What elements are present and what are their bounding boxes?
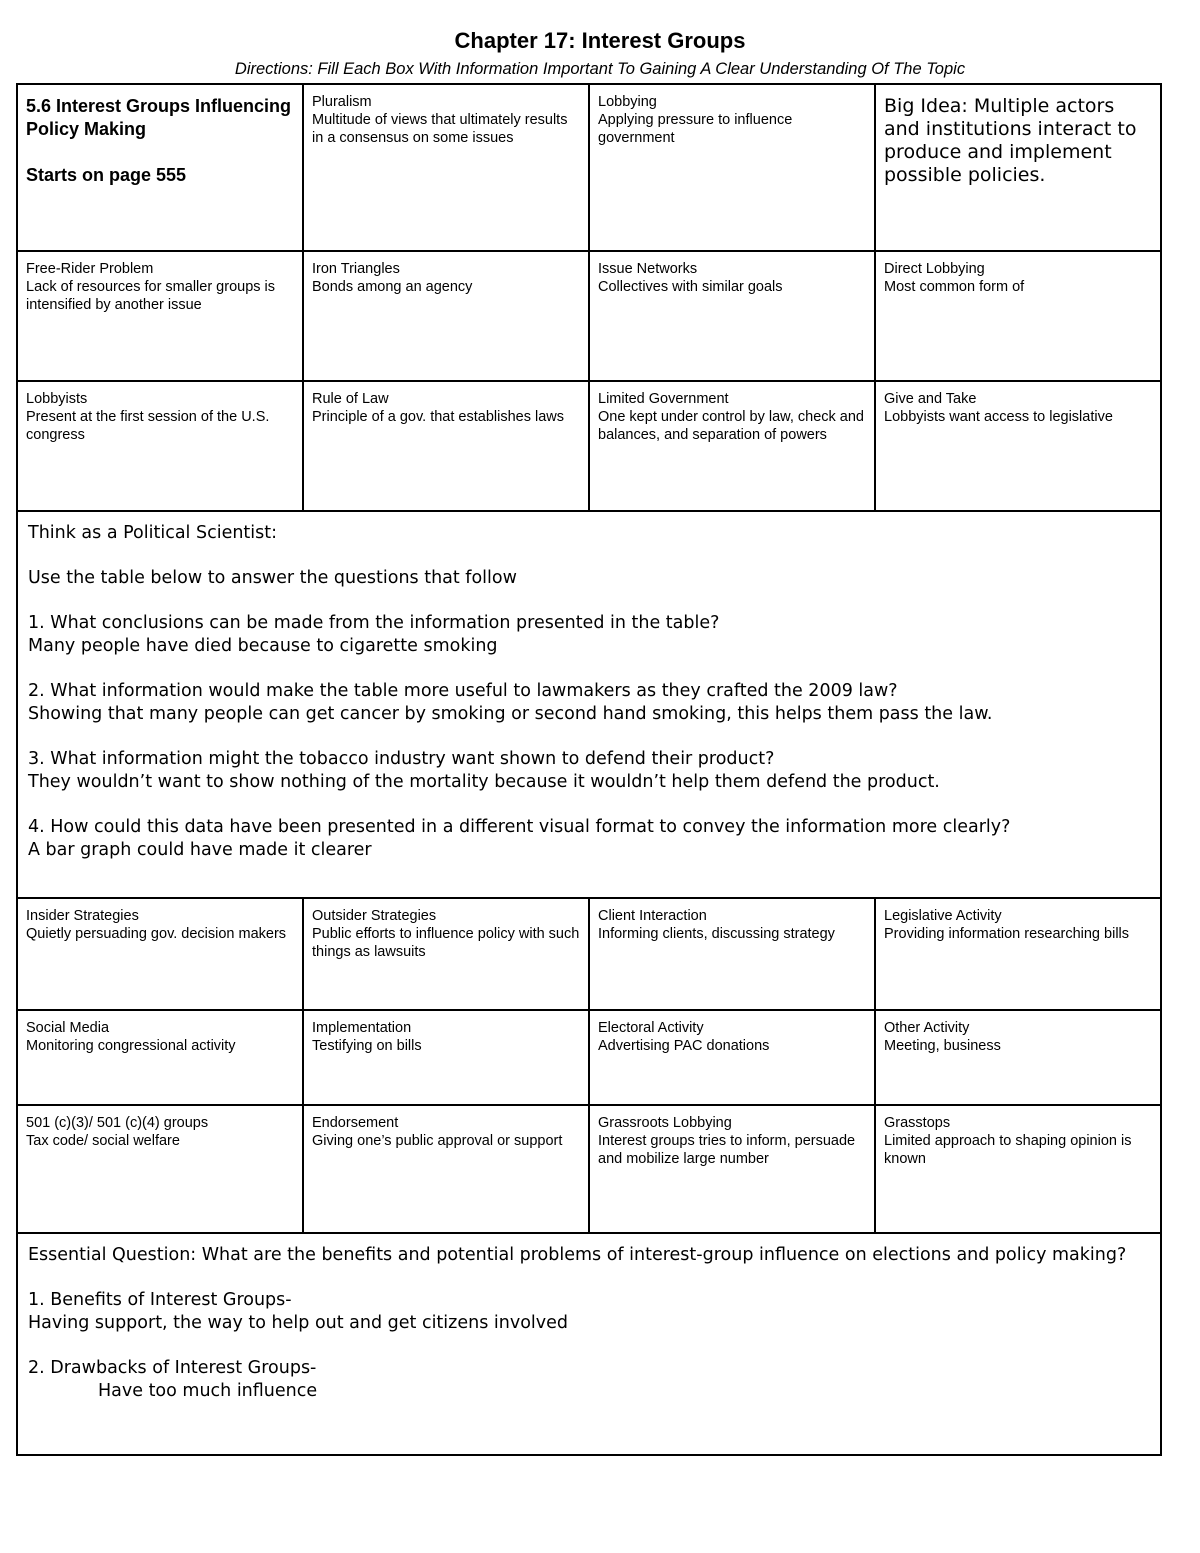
term-cell[interactable] [304, 899, 590, 1009]
term-cell[interactable] [876, 1011, 1160, 1104]
think-instruction: Use the table below to answer the questions that follow [28, 568, 517, 588]
term-label: Grassroots Lobbying [598, 1115, 732, 1131]
term-definition: Present at the first session of the U.S. congress [26, 409, 270, 443]
term-definition: Limited approach to shaping opinion is known [884, 1133, 1132, 1167]
term-label: 501 (c)(3)/ 501 (c)(4) groups [26, 1115, 209, 1131]
think-section [18, 512, 1160, 899]
term-definition: Monitoring congressional activity [26, 1038, 236, 1054]
term-definition: Applying pressure to influence government [598, 112, 793, 146]
essential-question-section [18, 1234, 1160, 1453]
term-cell[interactable] [876, 252, 1160, 380]
term-label: Insider Strategies [26, 908, 139, 924]
term-label: Limited Government [598, 391, 729, 407]
term-definition: Providing information researching bills [884, 926, 1130, 942]
essential-question-text: Essential Question: What are the benefits and potential problems of interest-group influence on elections and policy making? [28, 1245, 1127, 1265]
term-cell[interactable] [18, 382, 304, 510]
worksheet-table [16, 83, 1162, 1456]
answer-text[interactable]: Showing that many people can get cancer by smoking or second hand smoking, this helps them pass the law. [28, 704, 993, 724]
term-label: Iron Triangles [312, 261, 400, 277]
term-cell[interactable] [590, 382, 876, 510]
term-label: Outsider Strategies [312, 908, 437, 924]
term-cell[interactable] [590, 252, 876, 380]
term-label: Legislative Activity [884, 908, 1002, 924]
page-title: Chapter 17: Interest Groups [454, 28, 746, 53]
table-row [18, 382, 1160, 512]
term-definition: Testifying on bills [312, 1038, 422, 1054]
question-text: 4. How could this data have been presented in a different visual format to convey the information more clearly? [28, 817, 1011, 837]
think-heading: Think as a Political Scientist: [28, 523, 278, 543]
term-definition: Public efforts to influence policy with such things as lawsuits [312, 926, 580, 960]
term-cell[interactable] [304, 382, 590, 510]
term-definition: Meeting, business [884, 1038, 1001, 1054]
term-label: Rule of Law [312, 391, 389, 407]
term-label: Other Activity [884, 1020, 970, 1036]
section-heading: 5.6 Interest Groups Influencing Policy Making [26, 96, 292, 139]
big-idea-cell: Big Idea: Multiple actors and institutions interact to produce and implement possible policies. [884, 95, 1137, 186]
term-definition: Quietly persuading gov. decision makers [26, 926, 287, 942]
term-label: Social Media [26, 1020, 110, 1036]
term-definition: Interest groups tries to inform, persuade and mobilize large number [598, 1133, 856, 1167]
term-definition: Giving one’s public approval or support [312, 1133, 563, 1149]
answer-text[interactable]: A bar graph could have made it clearer [28, 840, 372, 860]
answer-text[interactable]: Many people have died because to cigarette smoking [28, 636, 498, 656]
term-cell[interactable] [590, 1011, 876, 1104]
term-label: Lobbyists [26, 391, 88, 407]
answer-text[interactable]: They wouldn’t want to show nothing of the mortality because it wouldn’t help them defend the product. [28, 772, 940, 792]
term-definition: Lobbyists want access to legislative [884, 409, 1113, 425]
term-definition: Most common form of [884, 279, 1025, 295]
term-label: Endorsement [312, 1115, 399, 1131]
term-cell[interactable] [18, 252, 304, 380]
question-text: 1. What conclusions can be made from the information presented in the table? [28, 613, 720, 633]
term-label: Direct Lobbying [884, 261, 985, 277]
drawbacks-label: 2. Drawbacks of Interest Groups- [28, 1358, 317, 1378]
term-cell[interactable] [304, 1011, 590, 1104]
term-label: Give and Take [884, 391, 977, 407]
term-label: Lobbying [598, 94, 657, 110]
term-cell[interactable] [590, 899, 876, 1009]
term-label: Issue Networks [598, 261, 698, 277]
term-definition: Principle of a gov. that establishes laws [312, 409, 565, 425]
term-cell[interactable] [304, 85, 590, 250]
section-intro-cell [18, 85, 304, 250]
term-definition: Advertising PAC donations [598, 1038, 770, 1054]
benefits-label: 1. Benefits of Interest Groups- [28, 1290, 292, 1310]
question-text: 2. What information would make the table more useful to lawmakers as they crafted the 2009 law? [28, 681, 898, 701]
table-row [18, 1106, 1160, 1234]
term-label: Free-Rider Problem [26, 261, 154, 277]
term-cell[interactable] [18, 1106, 304, 1232]
term-cell[interactable] [876, 382, 1160, 510]
term-label: Client Interaction [598, 908, 707, 924]
term-label: Implementation [312, 1020, 412, 1036]
table-row [18, 1011, 1160, 1106]
term-cell[interactable] [876, 899, 1160, 1009]
page-reference: Starts on page 555 [26, 165, 187, 185]
benefits-answer[interactable]: Having support, the way to help out and get citizens involved [28, 1313, 568, 1333]
term-definition: Tax code/ social welfare [26, 1133, 180, 1149]
term-label: Pluralism [312, 94, 372, 110]
term-cell[interactable] [304, 252, 590, 380]
drawbacks-answer[interactable]: Have too much influence [98, 1381, 318, 1401]
term-label: Grasstops [884, 1115, 951, 1131]
term-definition: Multitude of views that ultimately results in a consensus on some issues [312, 112, 568, 146]
term-cell[interactable] [18, 1011, 304, 1104]
term-definition: Informing clients, discussing strategy [598, 926, 835, 942]
term-label: Electoral Activity [598, 1020, 704, 1036]
table-row [18, 85, 1160, 252]
term-cell[interactable] [304, 1106, 590, 1232]
directions-text: Directions: Fill Each Box With Information Important To Gaining A Clear Understanding Of The Topic [234, 60, 966, 78]
term-cell[interactable] [590, 1106, 876, 1232]
term-cell[interactable] [876, 1106, 1160, 1232]
term-cell[interactable] [590, 85, 876, 250]
term-definition: One kept under control by law, check and balances, and separation of powers [598, 409, 864, 443]
term-definition: Lack of resources for smaller groups is intensified by another issue [26, 279, 276, 313]
term-definition: Bonds among an agency [312, 279, 473, 295]
question-text: 3. What information might the tobacco industry want shown to defend their product? [28, 749, 775, 769]
table-row [18, 899, 1160, 1011]
term-definition: Collectives with similar goals [598, 279, 783, 295]
term-cell[interactable] [18, 899, 304, 1009]
table-row [18, 252, 1160, 382]
